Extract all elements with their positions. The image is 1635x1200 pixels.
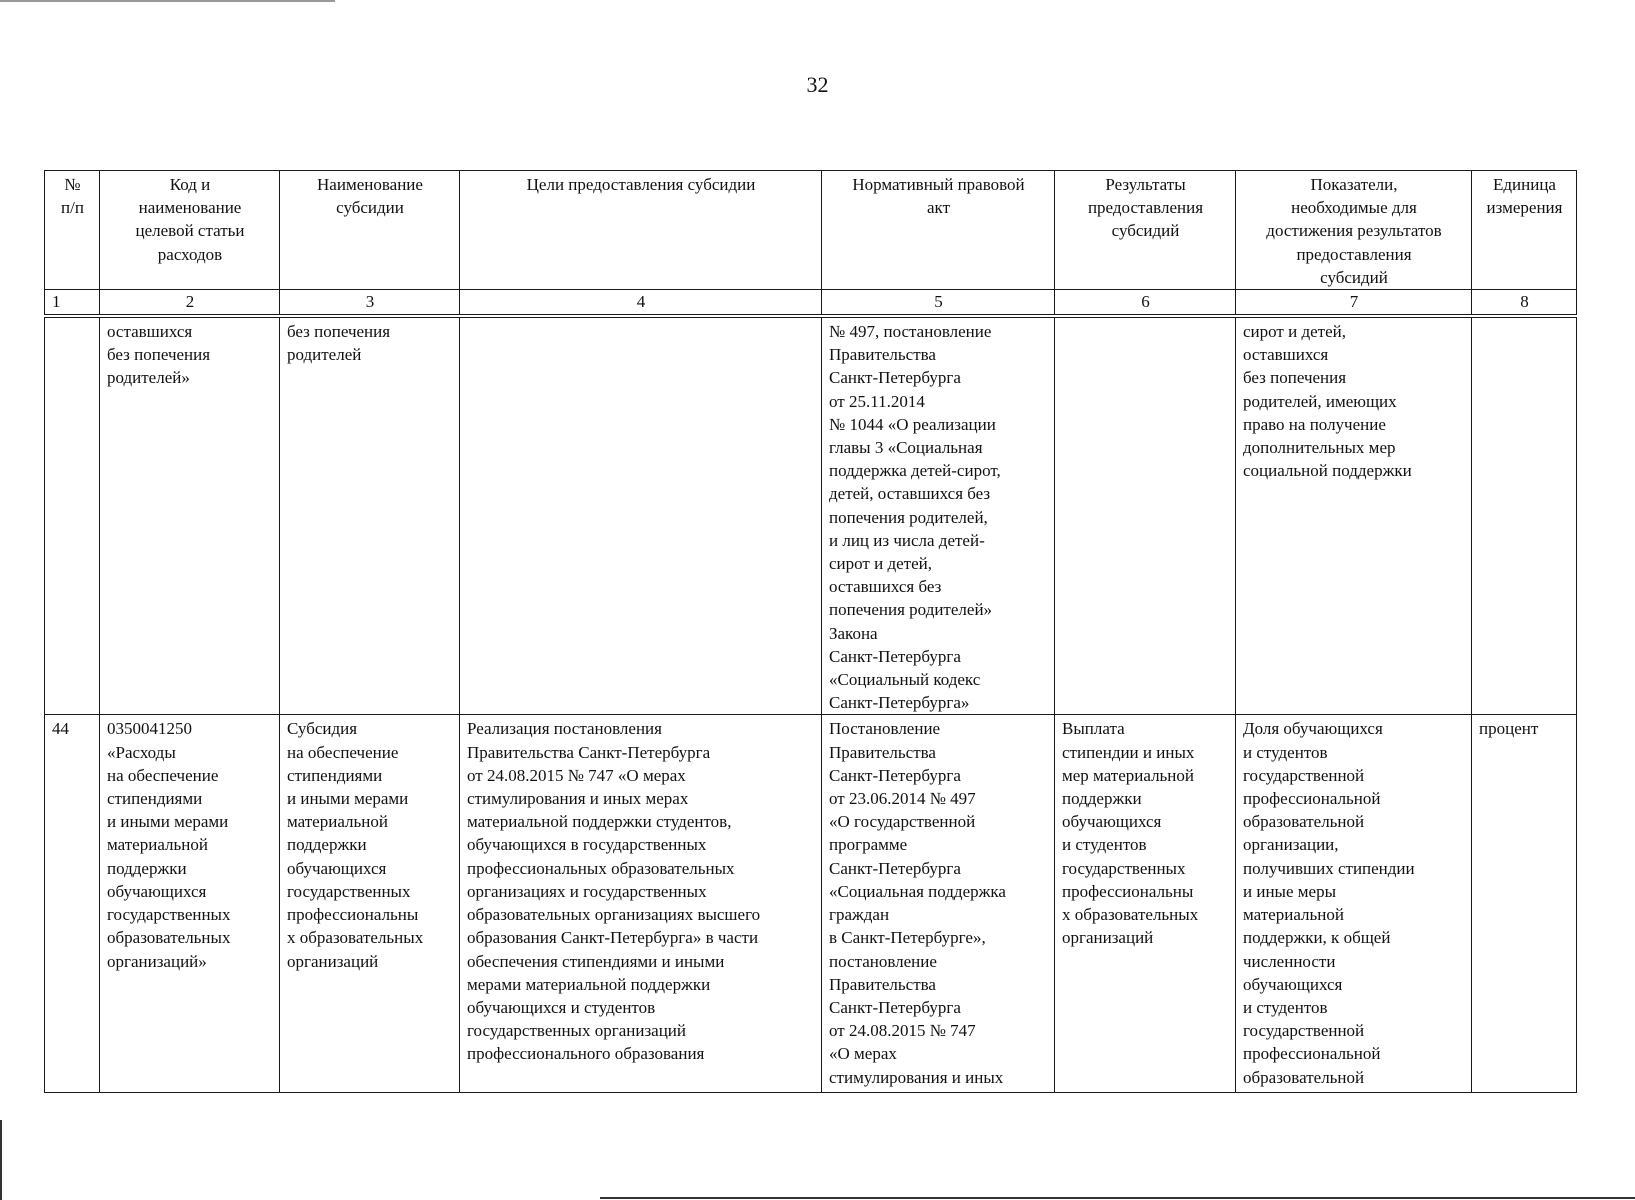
column-number-cell: 7 (1236, 290, 1472, 317)
column-number-cell: 3 (280, 290, 460, 317)
column-number-cell: 1 (45, 290, 100, 317)
table-row (45, 316, 1577, 715)
table-cell: Доля обучающихся и студентов государственной профессиональной образовательной организации, получивших стипендии и иные меры материальной поддержки, к общей численности обучающихся и студентов государственной профессиональной образовательной (1236, 715, 1472, 1093)
table-cell (45, 316, 100, 715)
table-cell: сирот и детей, оставшихся без попечения родителей, имеющих право на получение дополнительных мер социальной поддержки (1236, 316, 1472, 715)
table-cell: без попечения родителей (280, 316, 460, 715)
table-cell: № 497, постановление Правительства Санкт-Петербурга от 25.11.2014 № 1044 «О реализации главы 3 «Социальная поддержка детей-сирот, детей, оставшихся без попечения родителей, и лиц из числа детей- сирот и детей, оставшихся без попечения родителей» Закона Санкт-Петербурга «Социальный кодекс Санкт-Петербурга» (822, 316, 1055, 715)
scan-edge-bottom (600, 1197, 1635, 1199)
table-row (45, 715, 1577, 1093)
table-cell: Субсидия на обеспечение стипендиями и иными мерами материальной поддержки обучающихся государственных профессиональны х образовательных организаций (280, 715, 460, 1093)
header-cell: № п/п (45, 171, 100, 290)
header-cell: Цели предоставления субсидии (460, 171, 822, 290)
table-cell: оставшихся без попечения родителей» (100, 316, 280, 715)
table-cell: Выплата стипендии и иных мер материальной поддержки обучающихся и студентов государственных профессиональны х образовательных организаций (1055, 715, 1236, 1093)
header-cell: Результаты предоставления субсидий (1055, 171, 1236, 290)
column-number-cell: 5 (822, 290, 1055, 317)
column-number-row (45, 290, 1577, 317)
table-cell: 44 (45, 715, 100, 1093)
column-number-cell: 2 (100, 290, 280, 317)
column-number-cell: 8 (1472, 290, 1577, 317)
table-cell: Реализация постановления Правительства Санкт-Петербурга от 24.08.2015 № 747 «О мерах стимулирования и иных мерах материальной поддержки студентов, обучающихся в государственных профессиональных образовательных организациях и государственных образовательных организациях высшего образования Санкт-Петербурга» в части обеспечения стипендиями и иными мерами материальной поддержки обучающихся и студентов государственных организаций профессионального образования (460, 715, 822, 1093)
table-header-row (45, 171, 1577, 290)
table-cell: процент (1472, 715, 1577, 1093)
header-cell: Единица измерения (1472, 171, 1577, 290)
table-cell (460, 316, 822, 715)
header-cell: Нормативный правовой акт (822, 171, 1055, 290)
page-number: 32 (806, 72, 829, 97)
column-number-cell: 4 (460, 290, 822, 317)
header-cell: Наименование субсидии (280, 171, 460, 290)
column-number-cell: 6 (1055, 290, 1236, 317)
table-cell: 0350041250 «Расходы на обеспечение стипендиями и иными мерами материальной поддержки обучающихся государственных образовательных организаций» (100, 715, 280, 1093)
table-cell: Постановление Правительства Санкт-Петербурга от 23.06.2014 № 497 «О государственной программе Санкт-Петербурга «Социальная поддержка граждан в Санкт-Петербурге», постановление Правительства Санкт-Петербурга от 24.08.2015 № 747 «О мерах стимулирования и иных (822, 715, 1055, 1093)
scan-edge-left (0, 1120, 2, 1200)
subsidy-table (44, 170, 1577, 1093)
header-cell: Показатели, необходимые для достижения результатов предоставления субсидий (1236, 171, 1472, 290)
table-cell (1472, 316, 1577, 715)
header-cell: Код и наименование целевой статьи расходов (100, 171, 280, 290)
table-cell (1055, 316, 1236, 715)
scan-edge-top (0, 0, 335, 2)
